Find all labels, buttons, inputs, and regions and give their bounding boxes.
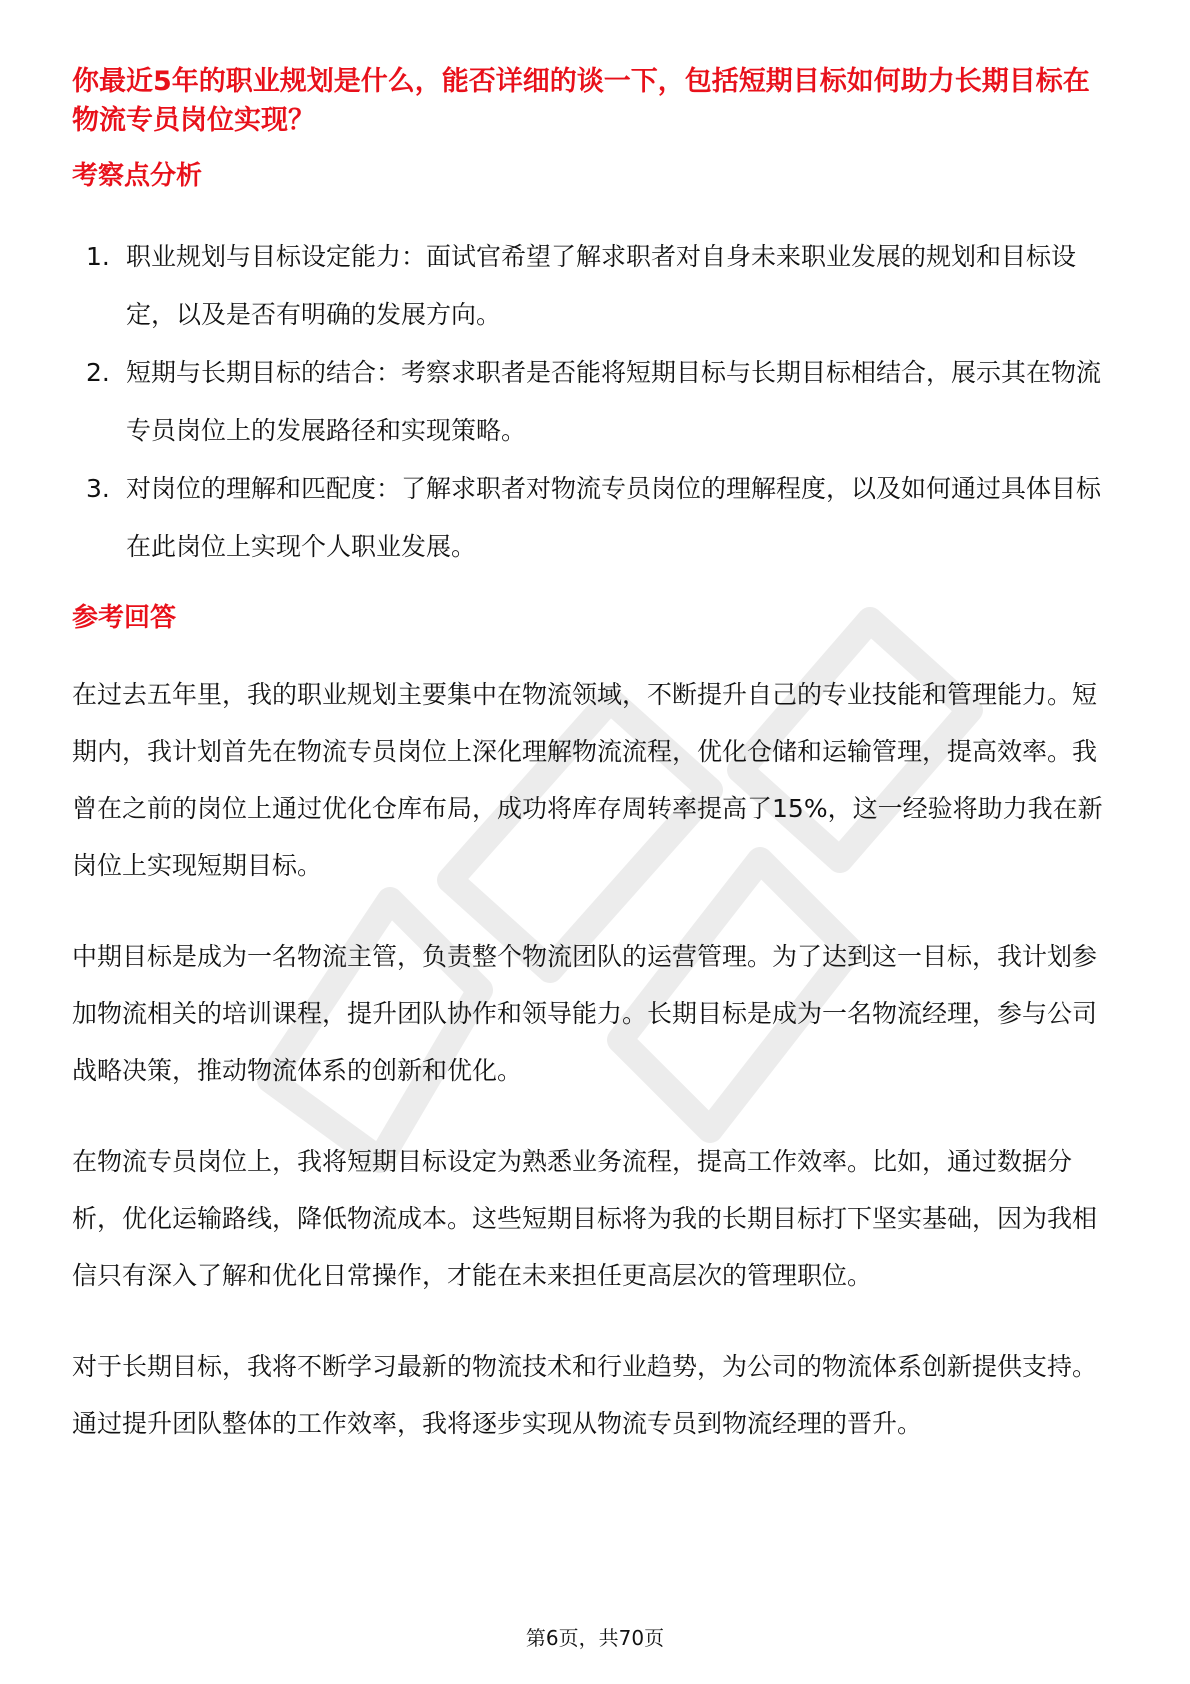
answer-paragraph: 在物流专员岗位上，我将短期目标设定为熟悉业务流程，提高工作效率。比如，通过数据分析，优化运输路线，降低物流成本。这些短期目标将为我的长期目标打下坚实基础，因为我相信只有深入了解和优化日常操作，才能在未来担任更高层次的管理职位。: [72, 1147, 1098, 1290]
list-item: [72, 460, 1117, 576]
list-item-text: 对岗位的理解和匹配度：了解求职者对物流专员岗位的理解程度，以及如何通过具体目标在此岗位上实现个人职业发展。: [126, 474, 1102, 561]
answer-heading: 参考回答: [72, 603, 177, 633]
list-item-number: 1.: [86, 242, 110, 271]
analysis-list: [72, 228, 1117, 576]
interview-question: 你最近5年的职业规划是什么，能否详细的谈一下，包括短期目标如何助力长期目标在物流专员岗位实现？: [72, 66, 1090, 136]
page-number: 第6页，共70页: [525, 1626, 665, 1650]
list-item-text: 职业规划与目标设定能力：面试官希望了解求职者对自身未来职业发展的规划和目标设定，以及是否有明确的发展方向。: [126, 242, 1077, 329]
analysis-heading: 考察点分析: [72, 161, 203, 191]
list-item-text: 短期与长期目标的结合：考察求职者是否能将短期目标与长期目标相结合，展示其在物流专员岗位上的发展路径和实现策略。: [126, 358, 1102, 445]
answer-body: [72, 666, 1117, 1486]
answer-paragraph: 在过去五年里，我的职业规划主要集中在物流领域，不断提升自己的专业技能和管理能力。短期内，我计划首先在物流专员岗位上深化理解物流流程，优化仓储和运输管理，提高效率。我曾在之前的岗位上通过优化仓库布局，成功将库存周转率提高了15%，这一经验将助力我在新岗位上实现短期目标。: [72, 680, 1103, 880]
list-item-number: 3.: [86, 474, 110, 503]
answer-paragraph: 中期目标是成为一名物流主管，负责整个物流团队的运营管理。为了达到这一目标，我计划参加物流相关的培训课程，提升团队协作和领导能力。长期目标是成为一名物流经理，参与公司战略决策，推动物流体系的创新和优化。: [72, 942, 1098, 1085]
list-item: [72, 228, 1117, 344]
list-item: [72, 344, 1117, 460]
answer-paragraph: 对于长期目标，我将不断学习最新的物流技术和行业趋势，为公司的物流体系创新提供支持。通过提升团队整体的工作效率，我将逐步实现从物流专员到物流经理的晋升。: [72, 1352, 1098, 1438]
list-item-number: 2.: [86, 358, 110, 387]
